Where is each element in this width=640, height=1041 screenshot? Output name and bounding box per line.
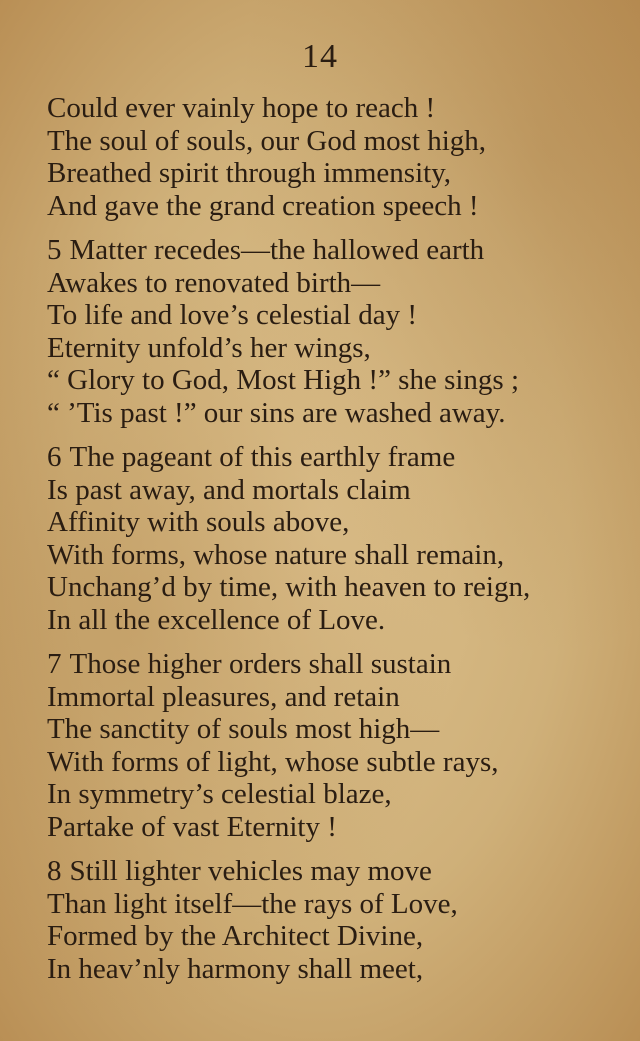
stanza-5 <box>47 234 627 429</box>
poem-line <box>47 648 627 681</box>
poem-line: Immortal pleasures, and retain <box>47 680 400 713</box>
poem-line: In symmetry’s celestial blaze, <box>47 778 392 810</box>
poem-line: The soul of souls, our God most high, <box>47 124 487 157</box>
poem-line: Is past away, and mortals claim <box>47 473 411 506</box>
stanza-continuation <box>47 92 627 222</box>
poem-line-text: Matter recedes—the hallowed earth <box>69 234 485 266</box>
poem-line: Affinity with souls above, <box>47 506 350 538</box>
poem-line: Eternity unfold’s her wings, <box>47 331 371 364</box>
poem-line <box>47 234 627 267</box>
stanza-7 <box>47 648 627 843</box>
poem-line: Could ever vainly hope to reach ! <box>47 92 436 124</box>
poem-line: Breathed spirit through immensity, <box>47 157 452 189</box>
poem-line: “ Glory to God, Most High !” she sings ; <box>47 364 520 396</box>
poem-line: In heav’nly harmony shall meet, <box>47 952 424 985</box>
poem-line-text: Those higher orders shall sustain <box>69 648 452 680</box>
stanza-8 <box>47 855 627 985</box>
poem-line: Unchang’d by time, with heaven to reign, <box>47 571 531 603</box>
poem-line: Awakes to renovated birth— <box>47 266 381 299</box>
poem-line: “ ’Tis past !” our sins are washed away. <box>47 396 506 429</box>
poem-line: With forms, whose nature shall remain, <box>47 538 505 571</box>
poem-text <box>47 92 627 997</box>
page-number: 14 <box>302 38 338 75</box>
stanza-6 <box>47 441 627 636</box>
stanza-number: 7 <box>47 648 62 680</box>
poem-line: The sanctity of souls most high— <box>47 713 440 745</box>
poem-line: In all the excellence of Love. <box>47 603 386 636</box>
stanza-number: 5 <box>47 234 62 266</box>
stanza-number: 8 <box>47 855 62 887</box>
poem-line: Than light itself—the rays of Love, <box>47 887 458 920</box>
poem-line: Partake of vast Eternity ! <box>47 810 337 843</box>
poem-line <box>47 441 627 474</box>
stanza-number: 6 <box>47 441 62 473</box>
poem-line: To life and love’s celestial day ! <box>47 299 418 331</box>
poem-line: And gave the grand creation speech ! <box>47 189 479 222</box>
poem-line: Formed by the Architect Divine, <box>47 920 424 952</box>
poem-line <box>47 855 627 888</box>
poem-line-text: The pageant of this earthly frame <box>69 441 456 473</box>
poem-line: With forms of light, whose subtle rays, <box>47 745 499 778</box>
poem-line-text: Still lighter vehicles may move <box>69 855 432 887</box>
